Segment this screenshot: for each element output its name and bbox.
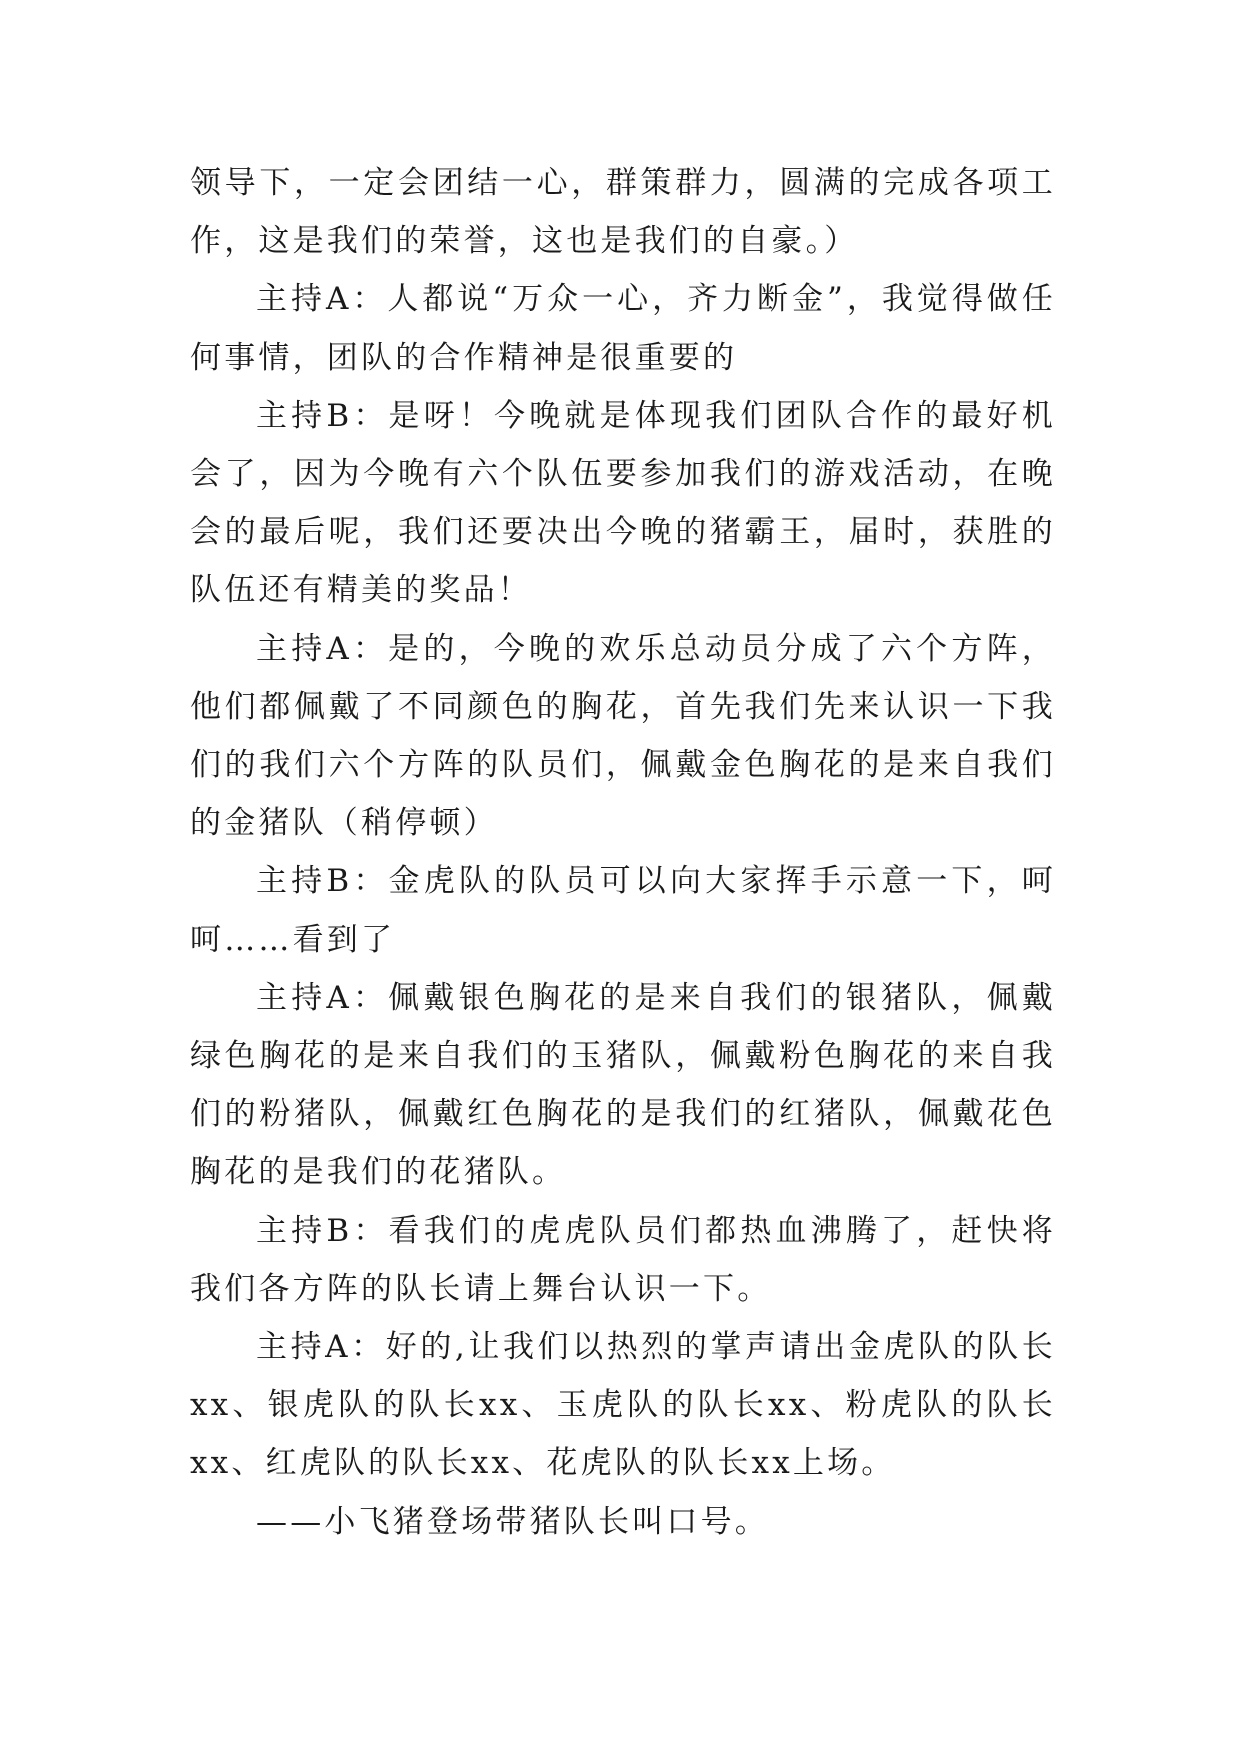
- paragraph-stage-direction: ——小飞猪登场带猪队长叫口号。: [256, 1503, 769, 1540]
- paragraph-host-b-tonight: 主持B：是呀！今晚就是体现我们团队合作的最好机会了，因为今晚有六个队伍要参加我们的游戏活动，在晚会的最后呢，我们还要决出今晚的猪霸王，届时，获胜的队伍还有精美的奖品！: [190, 397, 1056, 609]
- paragraph-host-a-teamwork: 主持A：人都说“万众一心，齐力断金”，我觉得做任何事情，团队的合作精神是很重要的: [190, 281, 1056, 376]
- paragraph-host-b-wave: 主持B：金虎队的队员可以向大家挥手示意一下，呵呵……看到了: [190, 863, 1056, 958]
- paragraph-host-a-team-colors: 主持A：佩戴银色胸花的是来自我们的银猪队，佩戴绿色胸花的是来自我们的玉猪队，佩戴粉色胸花的来自我们的粉猪队，佩戴红色胸花的是我们的红猪队，佩戴花色胸花的是我们的花猪队。: [190, 979, 1056, 1191]
- paragraph-host-b-captains: 主持B：看我们的虎虎队员们都热血沸腾了，赶快将我们各方阵的队长请上舞台认识一下。: [190, 1212, 1056, 1307]
- document-body: [190, 154, 1056, 1551]
- paragraph-host-a-six-teams: 主持A：是的，今晚的欢乐总动员分成了六个方阵，他们都佩戴了不同颜色的胸花，首先我们先来认识一下我们的我们六个方阵的队员们，佩戴金色胸花的是来自我们的金猪队（稍停顿）: [190, 630, 1056, 842]
- paragraph-host-a-applause: 主持A：好的,让我们以热烈的掌声请出金虎队的队长xx、银虎队的队长xx、玉虎队的队长xx、粉虎队的队长xx、红虎队的队长xx、花虎队的队长xx上场。: [190, 1329, 1056, 1482]
- paragraph-continuation: 领导下，一定会团结一心，群策群力，圆满的完成各项工作，这是我们的荣誉，这也是我们的自豪。）: [190, 165, 1056, 260]
